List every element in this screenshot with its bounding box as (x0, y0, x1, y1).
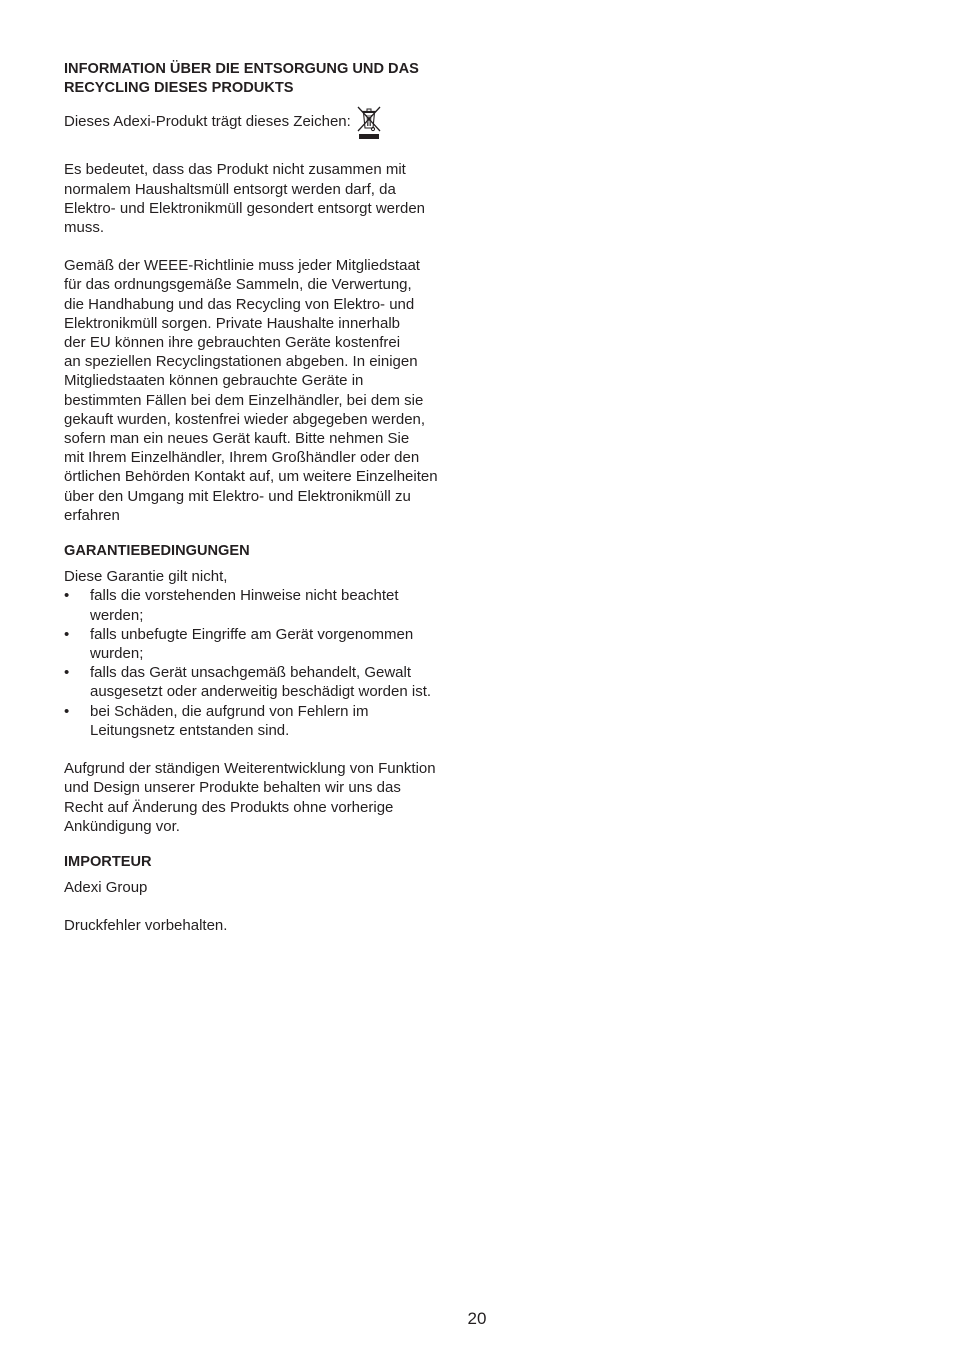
bullet-mark: • (64, 587, 70, 605)
list-item-text: falls die vorstehenden Hinweise nicht beachtet werden; (90, 587, 399, 624)
importer-heading: IMPORTEUR (64, 853, 152, 870)
bullet-mark: • (64, 702, 70, 720)
weee-paragraph-1: Es bedeutet, dass das Produkt nicht zusammen mit normalem Haushaltsmüll entsorgt werden darf, da Elektro- und Elektronikmüll gesondert entsorgt werden muss. (64, 161, 426, 237)
list-item (64, 625, 474, 663)
warranty-intro: Diese Garantie gilt nicht, (64, 568, 228, 586)
list-item (64, 663, 474, 701)
bullet-mark: • (64, 625, 70, 643)
list-item-text: falls unbefugte Eingriffe am Gerät vorgenommen wurden; (90, 625, 414, 663)
spacer (64, 141, 474, 160)
spacer (64, 525, 474, 542)
spacer (64, 836, 474, 853)
spacer (64, 740, 474, 759)
list-item-text: bei Schäden, die aufgrund von Fehlern im Leitungsnetz entstanden sind. (90, 702, 369, 739)
bullet-mark: • (64, 664, 70, 682)
list-item-text: falls das Gerät unsachgemäß behandelt, Gewalt ausgesetzt oder anderweitig beschädigt worden ist. (90, 664, 432, 701)
list-item (64, 586, 474, 624)
page-number: 20 (467, 1309, 487, 1328)
weee-heading: INFORMATION ÜBER DIE ENTSORGUNG UND DAS RECYCLING DIESES PRODUKTS (64, 61, 419, 97)
spacer (64, 897, 474, 916)
misprint-note: Druckfehler vorbehalten. (64, 917, 228, 935)
spacer (64, 237, 474, 256)
warranty-paragraph: Aufgrund der ständigen Weiterentwicklung von Funktion und Design unserer Produkte behalten wir uns das Recht auf Änderung des Produkts ohne vorherige Ankündigung vor. (64, 760, 436, 835)
crossed-out-wheelie-bin-icon (356, 105, 382, 141)
content-column (64, 60, 474, 936)
weee-sign-text: Dieses Adexi-Produkt trägt dieses Zeichen: (64, 113, 351, 131)
importer-company: Adexi Group (64, 879, 148, 897)
list-item (64, 702, 474, 740)
weee-paragraph-2: Gemäß der WEEE-Richtlinie muss jeder Mitgliedstaat für das ordnungsgemäße Sammeln, die Verwertung, die Handhabung und das Recycling von Elektro- und Elektronikmüll sorgen. Private Haushalte innerhalb der EU können ihre gebrauchten Geräte kostenfrei an speziellen Recyclingstationen abgeben. In einigen Mitgliedstaaten können gebrauchte Geräte in bestimmten Fällen bei dem Einzelhändler, bei dem sie gekauft wurden, kostenfrei wieder abgegeben werden, sofern man ein neues Gerät kauft. Bitte nehmen Sie mit Ihrem Einzelhändler, Ihrem Großhändler oder den örtlichen Behörden Kontakt auf, um weitere Einzelheiten über den Umgang mit Elektro- und Elektronikmüll zu erfahren (64, 257, 438, 524)
warranty-heading: GARANTIEBEDINGUNGEN (64, 543, 250, 560)
weee-sign-line (64, 105, 474, 141)
warranty-bullet-list (64, 586, 474, 740)
